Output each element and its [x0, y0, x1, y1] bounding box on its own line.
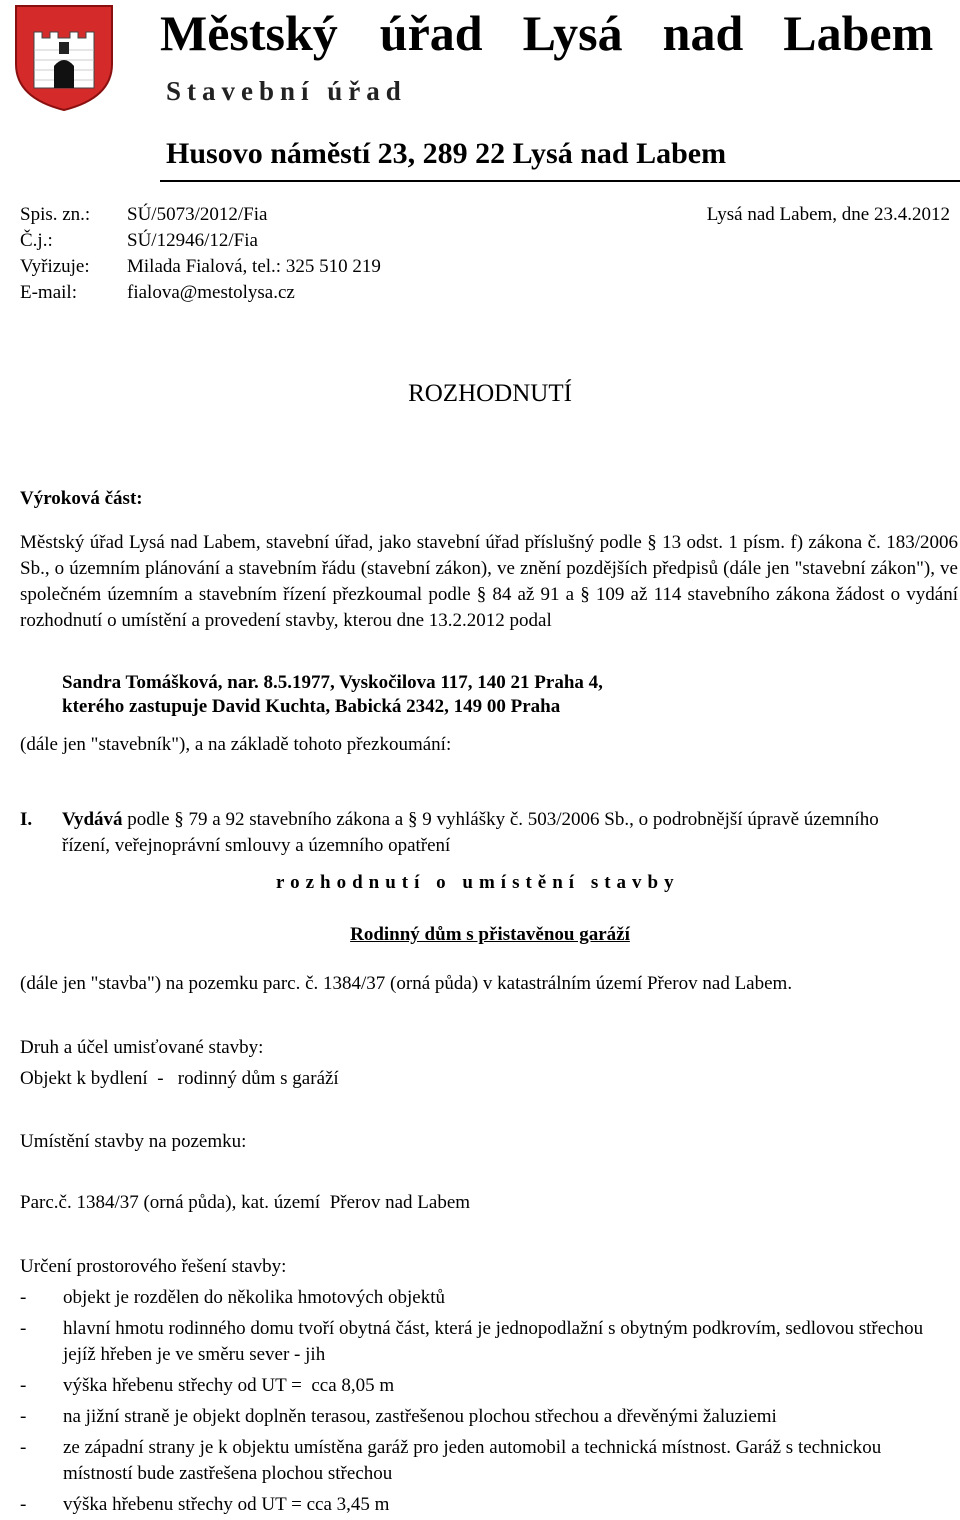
reference-block — [20, 202, 950, 306]
building-name: Rodinný dům s přistavěnou garáží — [350, 924, 630, 945]
document-heading: ROZHODNUTÍ — [408, 380, 572, 407]
after-applicant: (dále jen "stavebník"), a na základě tohoto přezkoumání: — [20, 734, 452, 755]
list-item — [20, 1492, 940, 1518]
list-item — [20, 1435, 940, 1487]
design-list — [20, 1285, 940, 1518]
spis-value: SÚ/5073/2012/Fia — [127, 204, 268, 225]
email-value: fialova@mestolysa.cz — [127, 282, 295, 303]
title-word: úřad — [379, 5, 483, 61]
office-subtitle: Stavební úřad — [166, 76, 407, 106]
item-number: I. — [20, 809, 33, 830]
list-dash: - — [20, 1406, 27, 1427]
list-item-text: výška hřebenu střechy od UT = cca 8,05 m — [63, 1375, 395, 1396]
druh-label: Druh a účel umisťované stavby: — [20, 1037, 264, 1058]
list-item — [20, 1285, 940, 1311]
list-item-text: hlavní hmotu rodinného domu tvoří obytná část, která je jednopodlažní s obytným podkrovím, sedlovou střechou jejíž hřeben je ve směru sever - jih — [63, 1318, 924, 1365]
applicant-line-1: Sandra Tomášková, nar. 8.5.1977, Vyskočilova 117, 140 21 Praha 4, — [62, 672, 603, 693]
decision-type: rozhodnutí o umístění stavby — [276, 872, 680, 893]
urceni-label: Určení prostorového řešení stavby: — [20, 1256, 287, 1277]
spis-label: Spis. zn.: — [20, 204, 91, 225]
cj-value: SÚ/12946/12/Fia — [127, 230, 258, 251]
item-text — [62, 807, 930, 859]
office-address: Husovo náměstí 23, 289 22 Lysá nad Labem — [166, 137, 727, 170]
vyrizuje-value: Milada Fialová, tel.: 325 510 219 — [127, 256, 381, 277]
item-rest: podle § 79 a 92 stavebního zákona a § 9 vyhlášky č. 503/2006 Sb., o podrobnější úpravě územního řízení, veřejnoprávní smlouvy a územního opatření — [62, 809, 879, 856]
title-word: Městský — [160, 5, 338, 61]
druh-value: Objekt k bydlení - rodinný dům s garáží — [20, 1068, 339, 1089]
office-title — [160, 4, 933, 62]
list-dash: - — [20, 1287, 27, 1308]
list-dash: - — [20, 1375, 27, 1396]
building-location: (dále jen "stavba") na pozemku parc. č. 1384/37 (orná půda) v katastrálním území Přerov nad Labem. — [20, 973, 793, 994]
header-divider — [160, 180, 960, 182]
title-word: nad — [662, 5, 744, 61]
list-dash: - — [20, 1318, 27, 1339]
list-item-text: na jižní straně je objekt doplněn terasou, zastřešenou plochou střechou a dřevěnými žaluziemi — [63, 1406, 777, 1427]
list-dash: - — [20, 1437, 27, 1458]
list-item-text: ze západní strany je k objektu umístěna garáž pro jeden automobil a technická místnost. Garáž s technickou místností bude zastřešena plochou střechou — [63, 1437, 882, 1484]
intro-paragraph: Městský úřad Lysá nad Labem, stavební úřad, jako stavební úřad příslušný podle § 13 odst. 1 písm. f) zákona č. 183/2006 Sb., o územním plánování a stavebním řádu (stavební zákon), ve znění pozdějších předpisů (dále jen "stavební zákon"), ve společném územním a stavebním řízení přezkoumal podle § 84 až 91 a § 109 až 114 stavebního zákona žádost o vydání rozhodnutí o umístění a provedení stavby, kterou dne 13.2.2012 podal — [20, 532, 958, 631]
umisteni-label: Umístění stavby na pozemku: — [20, 1131, 247, 1152]
place-date: Lysá nad Labem, dne 23.4.2012 — [706, 204, 950, 225]
list-item — [20, 1316, 940, 1368]
title-word: Labem — [783, 5, 934, 61]
town-crest-icon — [12, 2, 116, 112]
list-item — [20, 1404, 940, 1430]
vyrizuje-label: Vyřizuje: — [20, 256, 90, 277]
applicant-line-2: kterého zastupuje David Kuchta, Babická 2342, 149 00 Praha — [62, 696, 561, 717]
list-item — [20, 1373, 940, 1399]
title-word: Lysá — [522, 5, 623, 61]
umisteni-value: Parc.č. 1384/37 (orná půda), kat. území Přerov nad Labem — [20, 1192, 471, 1213]
list-item-text: výška hřebenu střechy od UT = cca 3,45 m — [63, 1494, 390, 1515]
cj-label: Č.j.: — [20, 230, 53, 251]
list-dash: - — [20, 1494, 27, 1515]
list-item-text: objekt je rozdělen do několika hmotových objektů — [63, 1287, 446, 1308]
item-bold-verb: Vydává — [62, 809, 123, 830]
operative-title: Výroková část: — [20, 488, 143, 509]
email-label: E-mail: — [20, 282, 77, 303]
